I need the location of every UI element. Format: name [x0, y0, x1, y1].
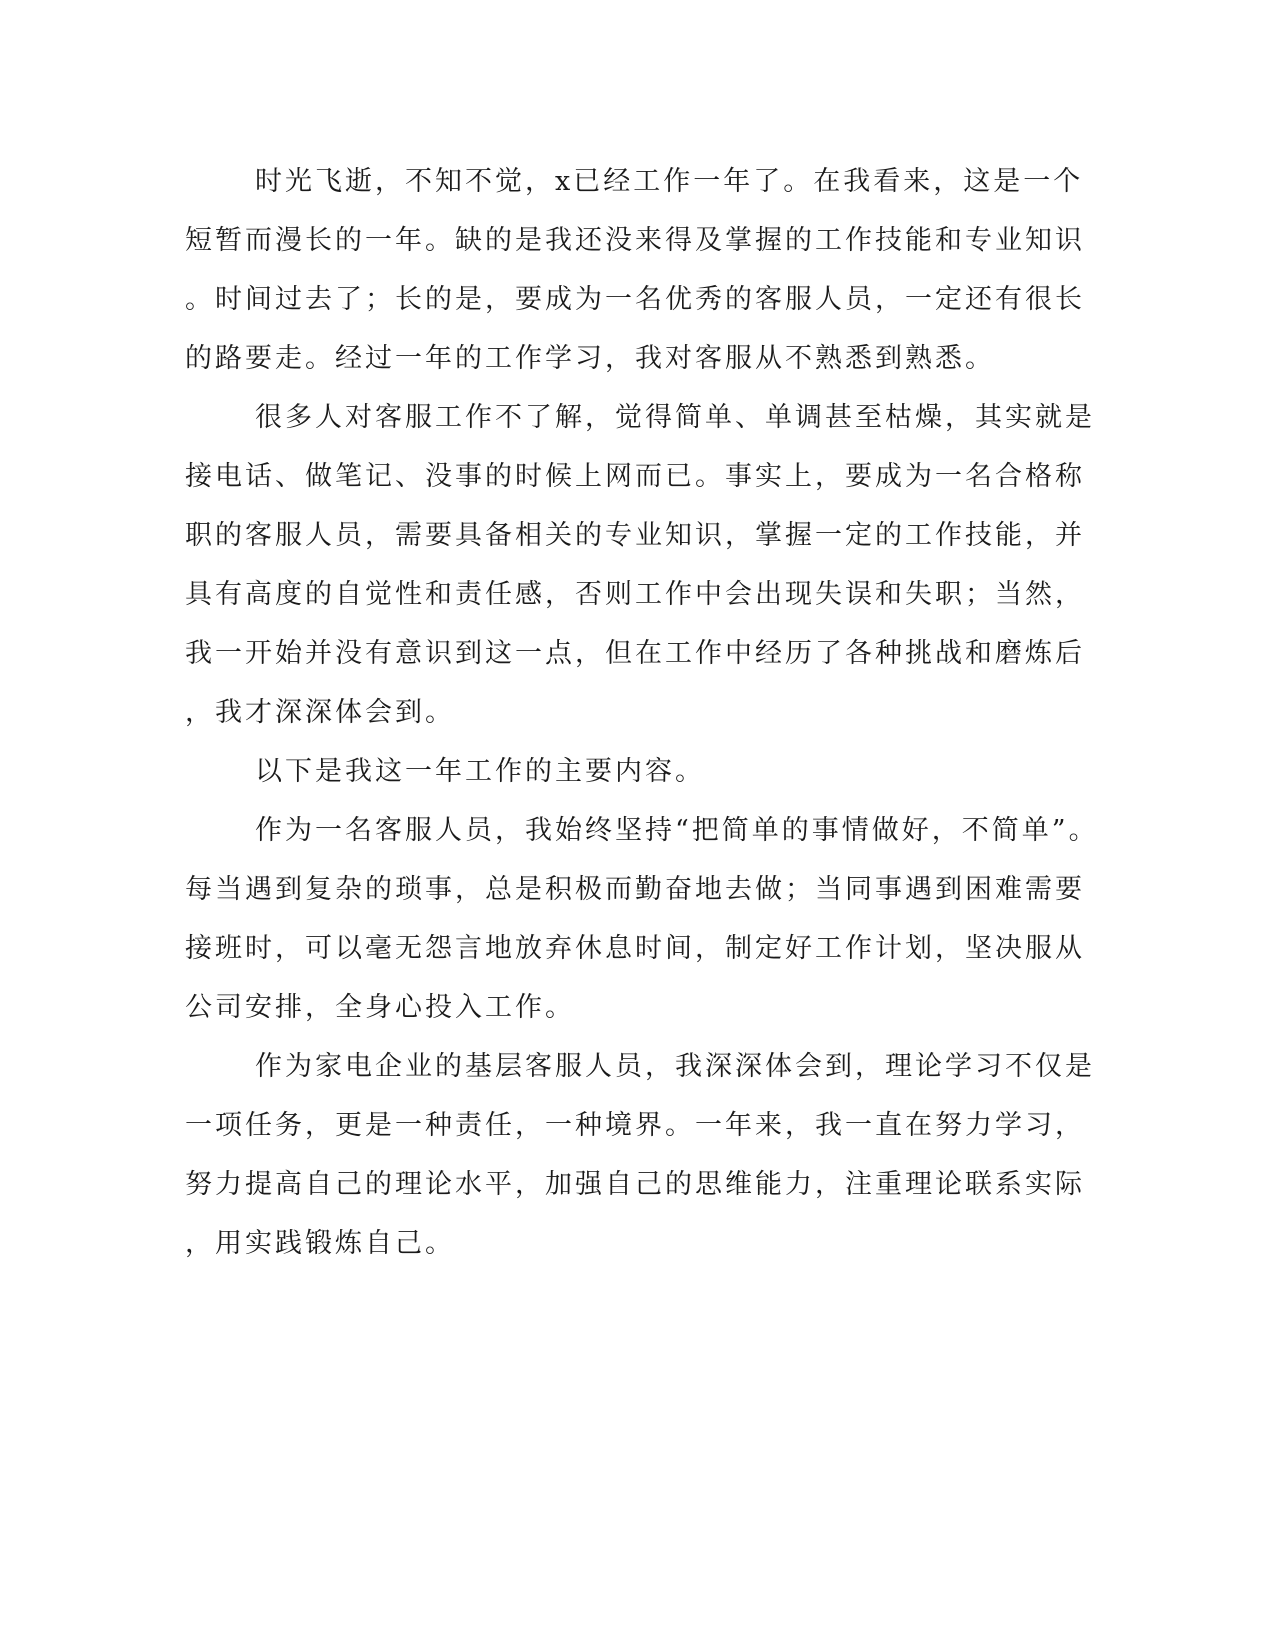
text-line: ，我才深深体会到。: [185, 697, 455, 728]
paragraph-2: [185, 388, 1095, 742]
paragraph-5: [185, 1037, 1095, 1273]
text-line: 作为一名客服人员，我始终坚持“把简单的事情做好，不简单”。: [255, 815, 1099, 846]
text-line: 职的客服人员，需要具备相关的专业知识，掌握一定的工作技能，并: [185, 520, 1085, 551]
text-line: 公司安排，全身心投入工作。: [185, 992, 575, 1023]
text-line: 努力提高自己的理论水平，加强自己的思维能力，注重理论联系实际: [185, 1169, 1085, 1200]
paragraph-3: [185, 742, 1045, 801]
text-line: 接班时，可以毫无怨言地放弃休息时间，制定好工作计划，坚决服从: [185, 933, 1085, 964]
text-line: 接电话、做笔记、没事的时候上网而已。事实上，要成为一名合格称: [185, 461, 1085, 492]
text-line: 我一开始并没有意识到这一点，但在工作中经历了各种挑战和磨炼后: [185, 638, 1085, 669]
text-line: 。时间过去了；长的是，要成为一名优秀的客服人员，一定还有很长: [185, 284, 1085, 315]
text-line: 以下是我这一年工作的主要内容。: [255, 756, 705, 787]
text-line: 作为家电企业的基层客服人员，我深深体会到，理论学习不仅是: [255, 1051, 1095, 1082]
text-line: 具有高度的自觉性和责任感，否则工作中会出现失误和失职；当然，: [185, 579, 1085, 610]
text-line: ，用实践锻炼自己。: [185, 1228, 455, 1259]
text-line: 的路要走。经过一年的工作学习，我对客服从不熟悉到熟悉。: [185, 343, 995, 374]
text-line: 时光飞逝，不知不觉，x已经工作一年了。在我看来，这是一个: [255, 166, 1084, 197]
text-line: 短暂而漫长的一年。缺的是我还没来得及掌握的工作技能和专业知识: [185, 225, 1085, 256]
text-line: 一项任务，更是一种责任，一种境界。一年来，我一直在努力学习，: [185, 1110, 1085, 1141]
text-line: 很多人对客服工作不了解，觉得简单、单调甚至枯燥，其实就是: [255, 402, 1095, 433]
text-line: 每当遇到复杂的琐事，总是积极而勤奋地去做；当同事遇到困难需要: [185, 874, 1085, 905]
paragraph-1: [185, 152, 1085, 388]
document-body: [185, 152, 1099, 1273]
paragraph-4: [185, 801, 1099, 1037]
